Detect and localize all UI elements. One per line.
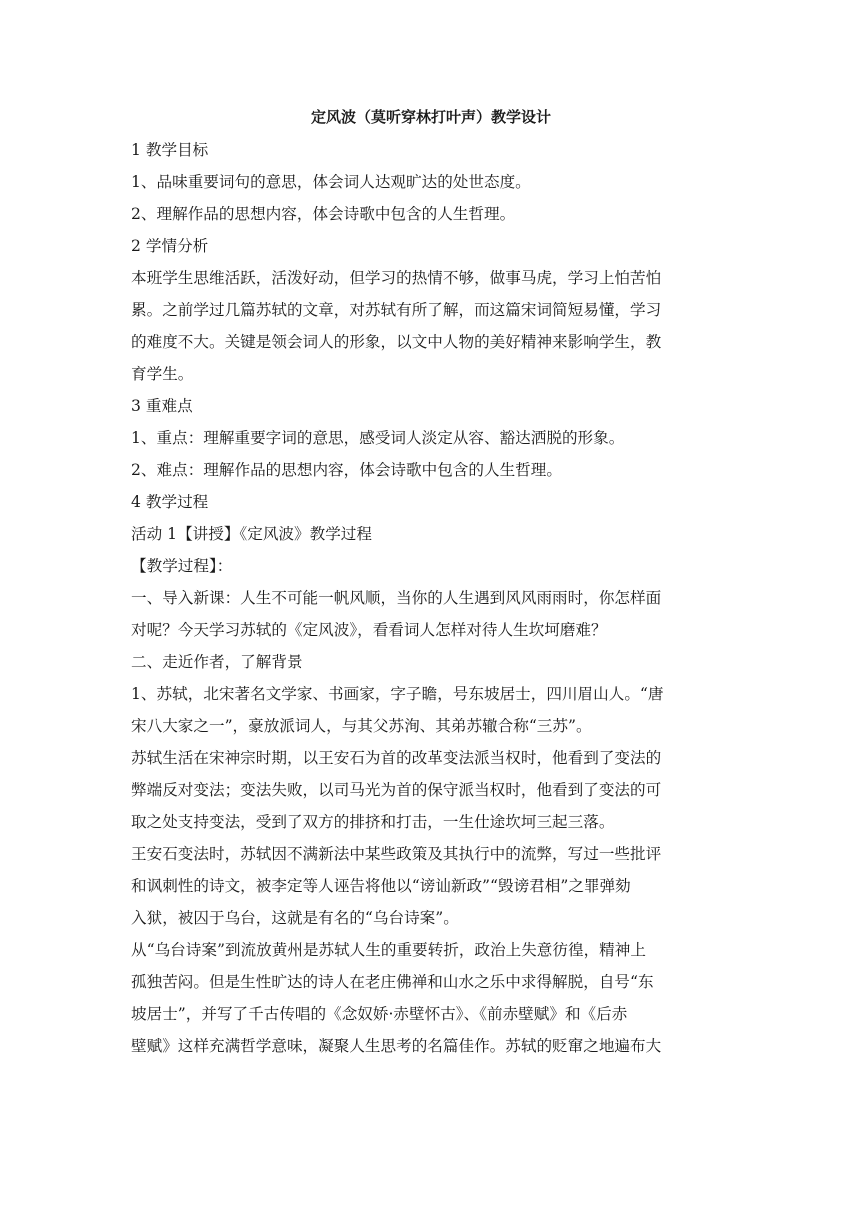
text-line: 育学生。	[131, 365, 194, 383]
text-line: 1 教学目标	[131, 141, 209, 159]
text-line: 入狱，被囚于乌台，这就是有名的“乌台诗案”。	[131, 909, 459, 927]
text-line: 本班学生思维活跃，活泼好动，但学习的热情不够，做事马虎，学习上怕苦怕	[131, 269, 662, 287]
text-line: 【教学过程】：	[131, 557, 233, 575]
text-line: 苏轼生活在宋神宗时期，以王安石为首的改革变法派当权时，他看到了变法的	[131, 749, 662, 767]
text-line: 坡居士”，并写了千古传唱的《念奴娇·赤壁怀古》、《前赤壁赋》和《后赤	[131, 1005, 628, 1023]
text-line: 的难度不大。关键是领会词人的形象，以文中人物的美好精神来影响学生，教	[131, 333, 662, 351]
text-line: 对呢？今天学习苏轼的《定风波》，看看词人怎样对待人生坎坷磨难？	[131, 621, 607, 639]
text-line: 取之处支持变法，受到了双方的排挤和打击，一生仕途坎坷三起三落。	[131, 813, 615, 831]
text-line: 2、理解作品的思想内容，体会诗歌中包含的人生哲理。	[131, 205, 516, 223]
text-line: 1、品味重要词句的意思，体会词人达观旷达的处世态度。	[131, 173, 531, 191]
text-line: 1、重点：理解重要字词的意思，感受词人淡定从容、豁达洒脱的形象。	[131, 429, 625, 447]
text-line: 2 学情分析	[131, 237, 209, 255]
text-line: 孤独苦闷。但是生性旷达的诗人在老庄佛禅和山水之乐中求得解脱，自号“东	[131, 973, 654, 991]
text-line: 和讽刺性的诗文，被李定等人诬告将他以“谤讪新政”“毁谤君相”之罪弹劾	[131, 877, 631, 895]
text-line: 弊端反对变法；变法失败，以司马光为首的保守派当权时，他看到了变法的可	[131, 781, 662, 799]
text-line: 累。之前学过几篇苏轼的文章，对苏轼有所了解，而这篇宋词简短易懂，学习	[131, 301, 662, 319]
text-line: 壁赋》这样充满哲学意味，凝聚人生思考的名篇佳作。苏轼的贬窜之地遍布大	[131, 1037, 662, 1055]
text-line: 1、苏轼，北宋著名文学家、书画家，字子瞻，号东坡居士，四川眉山人。“唐	[131, 685, 664, 703]
document-page	[131, 104, 731, 1062]
text-line: 二、走近作者，了解背景	[131, 653, 303, 671]
document-body	[131, 134, 731, 1062]
text-line: 2、难点：理解作品的思想内容，体会诗歌中包含的人生哲理。	[131, 461, 562, 479]
text-line: 4 教学过程	[131, 493, 209, 511]
text-line: 活动 1【讲授】《定风波》教学过程	[131, 525, 372, 543]
text-line: 王安石变法时，苏轼因不满新法中某些政策及其执行中的流弊，写过一些批评	[131, 845, 662, 863]
text-line: 一、导入新课：人生不可能一帆风顺，当你的人生遇到风风雨雨时，你怎样面	[131, 589, 662, 607]
text-line: 宋八大家之一”，豪放派词人，与其父苏洵、其弟苏辙合称“三苏”。	[131, 717, 592, 735]
text-line: 3 重难点	[131, 397, 193, 415]
document-title: 定风波（莫听穿林打叶声）教学设计	[310, 108, 551, 126]
text-line: 从“乌台诗案”到流放黄州是苏轼人生的重要转折，政治上失意彷徨，精神上	[131, 941, 646, 959]
